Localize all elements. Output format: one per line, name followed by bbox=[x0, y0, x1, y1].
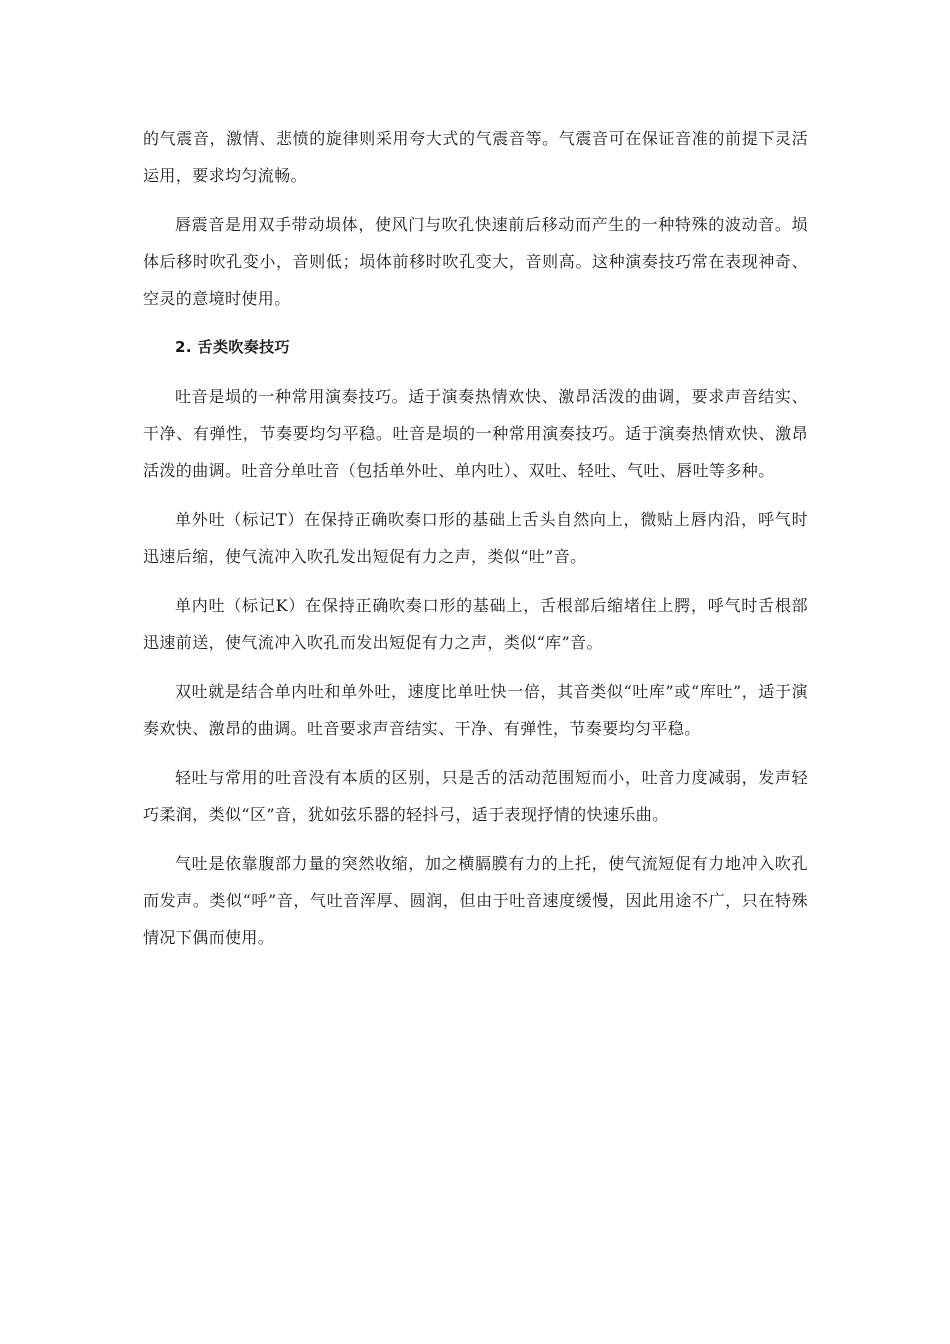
paragraph-double-tonguing: 双吐就是结合单内吐和单外吐，速度比单吐快一倍，其音类似“吐库”或“库吐”，适于演奏欢快、激昂的曲调。吐音要求声音结实、干净、有弹性，节奏要均匀平稳。 bbox=[143, 682, 808, 738]
paragraph-tonguing-intro: 吐音是埙的一种常用演奏技巧。适于演奏热情欢快、激昂活泼的曲调，要求声音结实、干净、有弹性，节奏要均匀平稳。吐音是埙的一种常用演奏技巧。适于演奏热情欢快、激昂活泼的曲调。吐音分单吐音（包括单外吐、单内吐）、双吐、轻吐、气吐、唇吐等多种。 bbox=[143, 387, 808, 480]
paragraph-single-inner-tonguing: 单内吐（标记K）在保持正确吹奏口形的基础上，舌根部后缩堵住上腭，呼气时舌根部迅速前送，使气流冲入吹孔而发出短促有力之声，类似“库”音。 bbox=[143, 596, 808, 652]
paragraph-light-tonguing: 轻吐与常用的吐音没有本质的区别，只是舌的活动范围短而小，吐音力度减弱，发声轻巧柔润，类似“区”音，犹如弦乐器的轻抖弓，适于表现抒情的快速乐曲。 bbox=[143, 768, 808, 824]
paragraph-single-outer-tonguing: 单外吐（标记T）在保持正确吹奏口形的基础上舌头自然向上，微贴上唇内沿，呼气时迅速后缩，使气流冲入吹孔发出短促有力之声，类似“吐”音。 bbox=[143, 510, 808, 566]
paragraph-breath-tonguing: 气吐是依靠腹部力量的突然收缩，加之横膈膜有力的上托，使气流短促有力地冲入吹孔而发声。类似“呼”音，气吐音浑厚、圆润，但由于吐音速度缓慢，因此用途不广，只在特殊情况下偶而使用。 bbox=[143, 854, 808, 947]
paragraph-qi-vibrato-end: 的气震音，激情、悲愤的旋律则采用夸大式的气震音等。气震音可在保证音准的前提下灵活运用，要求均匀流畅。 bbox=[143, 129, 808, 185]
paragraph-lip-vibrato: 唇震音是用双手带动埙体，使风门与吹孔快速前后移动而产生的一种特殊的波动音。埙体后移时吹孔变小，音则低；埙体前移时吹孔变大，音则高。这种演奏技巧常在表现神奇、空灵的意境时使用。 bbox=[143, 215, 808, 308]
section-heading-tongue-techniques: 2. 舌类吹奏技巧 bbox=[175, 338, 290, 356]
document-body bbox=[143, 120, 808, 968]
